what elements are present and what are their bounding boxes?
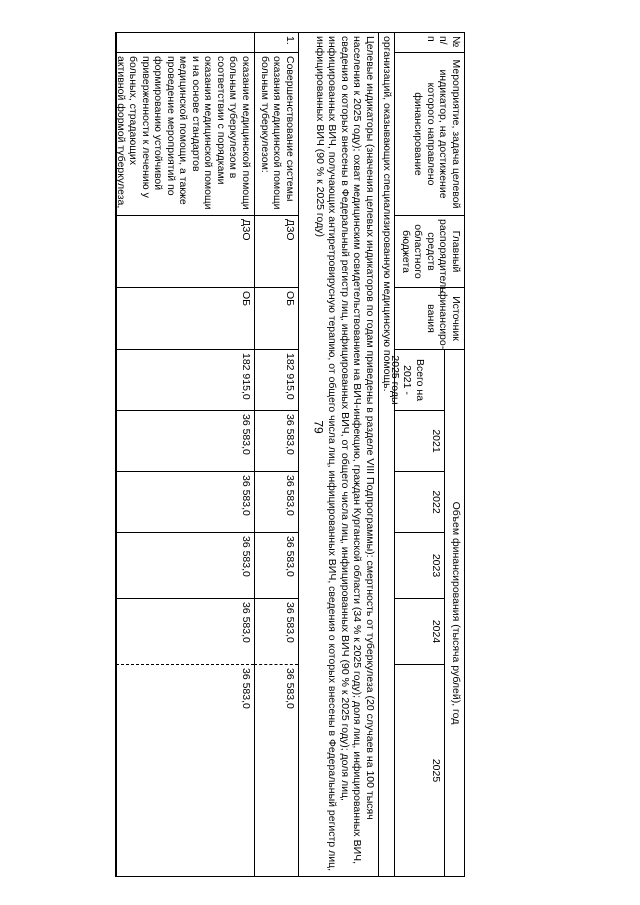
header-source: Источник финансиро-вания: [394, 288, 464, 350]
header-num: № п/п: [394, 33, 464, 53]
row2-2022: 36 583,0: [116, 472, 254, 533]
row1-measure: Совершенствование системы оказания медицинской помощи больным туберкулезом:: [254, 53, 298, 216]
header-2025: 2025: [394, 665, 444, 876]
financing-table: [115, 32, 465, 877]
row1-2025: 36 583,0: [254, 665, 298, 876]
header-2023: 2023: [394, 533, 444, 599]
row2-2025: 36 583,0: [116, 665, 254, 876]
row1-2022: 36 583,0: [254, 472, 298, 533]
row1-source: ОБ: [254, 288, 298, 350]
row1-total: 182 915,0: [254, 350, 298, 411]
row2-num: [116, 33, 254, 53]
header-2021: 2021: [394, 411, 444, 472]
row2-2023: 36 583,0: [116, 533, 254, 599]
row1-manager: ДЗО: [254, 216, 298, 288]
page-number: 79: [311, 420, 326, 434]
row2-2021: 36 583,0: [116, 411, 254, 472]
rotated-page: [115, 32, 465, 877]
row1-2024: 36 583,0: [254, 599, 298, 665]
header-volume: Объем финансирования (тысяча рублей), год: [444, 350, 464, 876]
header-2022: 2022: [394, 472, 444, 533]
row2-manager: ДЗО: [116, 216, 254, 288]
header-2024: 2024: [394, 599, 444, 665]
intro-text: организаций, оказывающих специализированную медицинскую помощь.: [378, 33, 394, 876]
header-total: Всего на 2021 - 2025 годы: [394, 350, 444, 411]
header-measure: Мероприятие, задача целевой индикатор, на достижение которого направлено финансирование: [394, 53, 464, 216]
row2-source: ОБ: [116, 288, 254, 350]
row1-2023: 36 583,0: [254, 533, 298, 599]
header-manager: Главный распорядитель средств областного бюджета: [394, 216, 464, 288]
row1-2021: 36 583,0: [254, 411, 298, 472]
targets-text: Целевые индикаторы (значения целевых индикаторов по годам приведены в разделе VIII Подпрограммы): смертность от туберкулеза (20 случаев на 100 тысяч населения к 2025 году); охват медицинским освидетельствованием на ВИЧ-инфекцию, граждан Курганской области (34 % к 2025 году); доля лиц, инфицированных ВИЧ, сведения о которых внесены в Федеральный регистр лиц, инфицированных ВИЧ, от общего числа лиц, инфицированных ВИЧ (90 % к 2025 году); доля лиц, инфицированных ВИЧ, получающих антиретровирусную терапию, от общего числа лиц, инфицированных ВИЧ, сведения о которых внесены в Федеральный регистр лиц, инфицированных ВИЧ (90 % к 2025 году): [298, 33, 378, 876]
row2-total: 182 915,0: [116, 350, 254, 411]
row1-num: 1.: [254, 33, 298, 53]
row2-2024: 36 583,0: [116, 599, 254, 665]
row2-measure: оказание медицинской помощи больным туберкулезом в соответствии с порядками оказания медицинской помощи и на основе стандартов медицинской помощи, а также проведение мероприятий по формированию устойчивой приверженности к лечению у больных, страдающих активной формой туберкулеза,: [116, 53, 254, 216]
